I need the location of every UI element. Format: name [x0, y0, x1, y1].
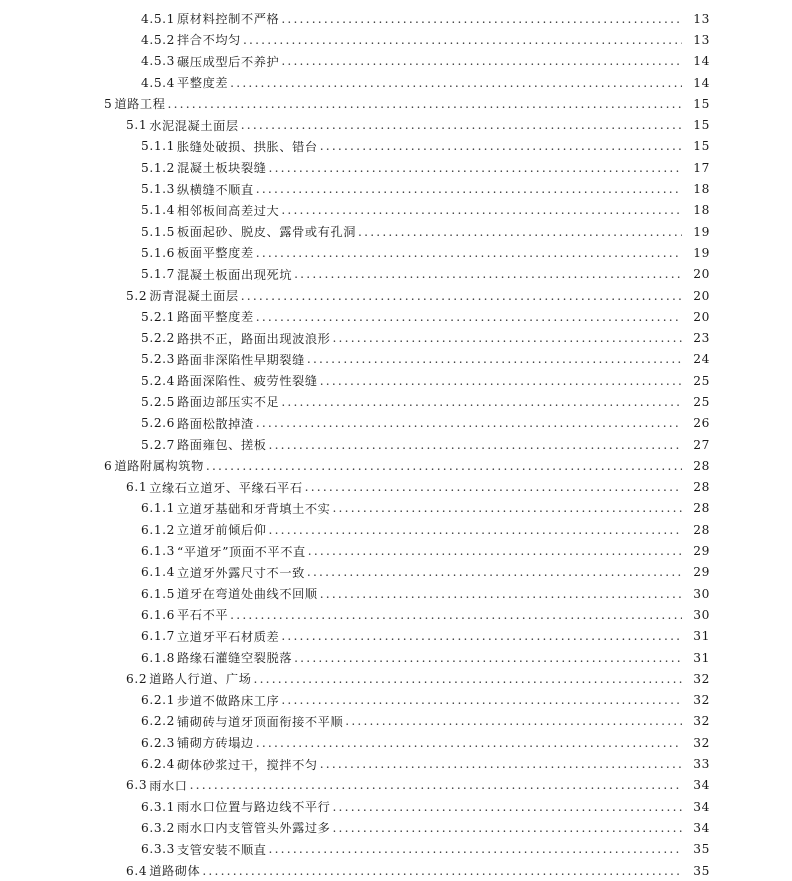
toc-entry[interactable]: [0, 327, 792, 348]
toc-entry-page-number: 14: [693, 54, 710, 69]
toc-entry-page-number: 29: [693, 544, 710, 559]
toc-entry-heading: [0, 543, 686, 560]
toc-entry-title: 混凝土板块裂缝: [177, 161, 267, 176]
toc-entry-title: 支管安装不顺直: [177, 842, 267, 857]
toc-entry-number: 5: [104, 96, 113, 111]
toc-entry[interactable]: [0, 498, 792, 519]
toc-entry-title: 道路工程: [114, 97, 166, 112]
toc-entry[interactable]: [0, 753, 792, 774]
toc-entry-heading: [0, 415, 686, 432]
toc-entry[interactable]: [0, 562, 792, 583]
toc-entry-title: 平石不平: [177, 608, 229, 623]
toc-entry-number: 5.2: [126, 288, 148, 303]
toc-entry-page-number: 18: [693, 182, 710, 197]
toc-entry-page-number: 20: [693, 309, 710, 324]
toc-entry-page-number: 26: [693, 416, 710, 431]
toc-entry-number: 6.1.4: [141, 565, 176, 580]
dot-leader: [358, 225, 682, 239]
toc-entry-number: 5.2.1: [141, 309, 176, 324]
toc-entry-heading: [0, 457, 686, 474]
toc-entry-number: 4.5.1: [141, 11, 176, 26]
toc-entry-heading: [0, 479, 686, 496]
dot-leader: [307, 565, 682, 579]
toc-entry-page-number: 15: [693, 96, 710, 111]
toc-entry-page-number: 32: [693, 735, 710, 750]
toc-entry-page-number: 28: [693, 501, 710, 516]
toc-entry[interactable]: [0, 690, 792, 711]
dot-leader: [281, 12, 682, 26]
toc-entry-page-number: 34: [693, 820, 710, 835]
toc-entry[interactable]: [0, 93, 792, 114]
dot-leader: [230, 608, 682, 622]
dot-leader: [241, 289, 682, 303]
toc-entry-number: 5.2.6: [141, 416, 176, 431]
toc-entry-page-number: 35: [693, 863, 710, 878]
toc-entry-number: 6.3.3: [141, 842, 176, 857]
toc-entry[interactable]: [0, 136, 792, 157]
toc-entry-heading: [0, 244, 686, 261]
toc-entry-page-number: 28: [693, 480, 710, 495]
dot-leader: [294, 651, 682, 665]
dot-leader: [305, 480, 682, 494]
toc-entry-title: 砌体砂浆过干，搅拌不匀: [177, 757, 318, 772]
toc-entry-page-number: 20: [693, 288, 710, 303]
dot-leader: [281, 395, 682, 409]
toc-entry-page-number: 20: [693, 267, 710, 282]
toc-entry-title: 路缘石灌缝空裂脱落: [177, 651, 293, 666]
toc-entry-heading: [0, 777, 686, 794]
toc-entry-title: 拌合不均匀: [177, 33, 241, 48]
toc-entry-heading: [0, 53, 686, 70]
toc-entry[interactable]: [0, 285, 792, 306]
toc-entry-heading: [0, 287, 686, 304]
toc-entry-number: 5.2.7: [141, 437, 176, 452]
toc-entry-title: 路面边部压实不足: [177, 395, 280, 410]
toc-entry-number: 6.3: [126, 778, 148, 793]
toc-entry-number: 5.2.2: [141, 331, 176, 346]
toc-entry-heading: [0, 564, 686, 581]
toc-entry[interactable]: [0, 306, 792, 327]
toc-entry-number: 6.3.2: [141, 820, 176, 835]
toc-entry-number: 6.1.7: [141, 629, 176, 644]
toc-entry-title: “平道牙”顶面不平不直: [177, 544, 306, 559]
toc-entry-title: 路面松散掉渣: [177, 416, 254, 431]
toc-entry-heading: [0, 330, 686, 347]
toc-entry[interactable]: [0, 519, 792, 540]
toc-entry-page-number: 32: [693, 714, 710, 729]
toc-entry-title: 水泥混凝土面层: [149, 118, 239, 133]
toc-entry-number: 6.4: [126, 863, 148, 878]
toc-entry-number: 6.2.2: [141, 714, 176, 729]
toc-entry-number: 4.5.3: [141, 54, 176, 69]
toc-entry-title: 沥青混凝土面层: [149, 289, 239, 303]
toc-entry-page-number: 34: [693, 778, 710, 793]
toc-entry-heading: [0, 202, 686, 219]
toc-entry-number: 6.1.2: [141, 522, 176, 537]
toc-entry-number: 6.3.1: [141, 799, 176, 814]
toc-entry-number: 5.2.5: [141, 394, 176, 409]
toc-entry-heading: [0, 31, 686, 48]
toc-entry-number: 5.1.7: [141, 267, 176, 282]
toc-entry-number: 5.1.4: [141, 203, 176, 218]
toc-entry-title: 胀缝处破损、拱胀、错台: [177, 139, 318, 154]
toc-entry[interactable]: [0, 200, 792, 221]
toc-entry[interactable]: [0, 264, 792, 285]
dot-leader: [320, 757, 682, 771]
toc-entry-heading: [0, 862, 686, 879]
dot-leader: [281, 693, 682, 707]
toc-entry-heading: [0, 500, 686, 517]
toc-entry-title: 步道不做路床工序: [177, 693, 280, 708]
toc-entry-heading: [0, 181, 686, 198]
toc-entry-title: 路面平整度差: [177, 310, 254, 325]
toc-entry-page-number: 19: [693, 224, 710, 239]
toc-entry-title: 混凝土板面出现死坑: [177, 267, 293, 282]
toc-entry[interactable]: [0, 647, 792, 668]
toc-entry-page-number: 33: [693, 757, 710, 772]
toc-entry-heading: [0, 393, 686, 410]
toc-entry-number: 6.1.6: [141, 607, 176, 622]
table-of-contents: [0, 8, 792, 881]
toc-entry-page-number: 28: [693, 522, 710, 537]
dot-leader: [281, 203, 682, 217]
toc-entry-number: 6.1.3: [141, 544, 176, 559]
toc-entry-page-number: 31: [693, 650, 710, 665]
toc-entry-heading: [0, 670, 686, 687]
toc-entry-heading: [0, 117, 686, 134]
toc-entry-number: 6.2.1: [141, 693, 176, 708]
toc-entry[interactable]: [0, 839, 792, 860]
toc-entry[interactable]: [0, 626, 792, 647]
toc-entry-number: 4.5.2: [141, 32, 176, 47]
toc-entry-title: 立道牙外露尺寸不一致: [177, 565, 305, 580]
toc-entry[interactable]: [0, 540, 792, 561]
toc-entry[interactable]: [0, 668, 792, 689]
dot-leader: [269, 842, 682, 856]
toc-entry-number: 5.2.3: [141, 352, 176, 367]
toc-entry-heading: [0, 841, 686, 858]
dot-leader: [230, 76, 682, 90]
toc-entry-title: 板面平整度差: [177, 246, 254, 261]
toc-entry[interactable]: [0, 732, 792, 753]
toc-entry[interactable]: [0, 604, 792, 625]
toc-entry-number: 5.1.6: [141, 245, 176, 260]
toc-entry-heading: [0, 521, 686, 538]
toc-entry-heading: [0, 351, 686, 368]
dot-leader: [256, 416, 682, 430]
toc-entry[interactable]: [0, 349, 792, 370]
dot-leader: [269, 161, 682, 175]
toc-entry-heading: [0, 138, 686, 155]
dot-leader: [190, 778, 682, 792]
toc-entry[interactable]: [0, 455, 792, 476]
toc-entry-title: 相邻板间高差过大: [177, 203, 280, 218]
toc-entry-page-number: 13: [693, 32, 710, 47]
toc-entry-title: 道牙在弯道处曲线不回顺: [177, 587, 318, 602]
toc-entry[interactable]: [0, 221, 792, 242]
dot-leader: [256, 246, 682, 260]
toc-entry-page-number: 31: [693, 629, 710, 644]
toc-entry-heading: [0, 606, 686, 623]
toc-entry[interactable]: [0, 583, 792, 604]
toc-entry-page-number: 35: [693, 842, 710, 857]
toc-entry-title: 路拱不正，路面出现波浪形: [177, 331, 331, 346]
dot-leader: [202, 864, 682, 878]
toc-entry-heading: [0, 756, 686, 773]
toc-entry-number: 6.2.4: [141, 757, 176, 772]
dot-leader: [168, 97, 682, 111]
dot-leader: [345, 714, 682, 728]
toc-entry-title: 雨水口: [149, 778, 188, 793]
toc-entry-page-number: 15: [693, 118, 710, 133]
toc-entry[interactable]: [0, 242, 792, 263]
toc-entry-title: 雨水口内支管管头外露过多: [177, 821, 331, 836]
toc-entry-heading: [0, 436, 686, 453]
toc-entry-number: 6.2: [126, 671, 148, 686]
dot-leader: [294, 267, 682, 281]
dot-leader: [241, 118, 682, 132]
dot-leader: [332, 501, 682, 515]
toc-entry-heading: [0, 713, 686, 730]
toc-entry-title: 雨水口位置与路边线不平行: [177, 800, 331, 815]
toc-entry-heading: [0, 74, 686, 91]
toc-entry-page-number: 25: [693, 394, 710, 409]
dot-leader: [281, 629, 682, 643]
toc-entry-page-number: 19: [693, 245, 710, 260]
toc-entry-title: 平整度差: [177, 76, 229, 91]
dot-leader: [320, 587, 682, 601]
toc-entry-number: 4.5.4: [141, 75, 176, 90]
dot-leader: [243, 33, 682, 47]
toc-entry-page-number: 30: [693, 607, 710, 622]
toc-entry-title: 原材料控制不严格: [177, 12, 280, 27]
dot-leader: [307, 352, 682, 366]
toc-entry[interactable]: [0, 157, 792, 178]
dot-leader: [320, 139, 682, 153]
toc-entry[interactable]: [0, 178, 792, 199]
toc-entry-heading: [0, 266, 686, 283]
toc-entry-title: 路面深陷性、疲劳性裂缝: [177, 374, 318, 389]
toc-entry-title: 立道牙平石材质差: [177, 629, 280, 644]
dot-leader: [269, 438, 682, 452]
dot-leader: [269, 523, 682, 537]
toc-entry-title: 立缘石立道牙、平缘石平石: [149, 480, 303, 495]
toc-entry-title: 铺砌砖与道牙顶面衔接不平顺: [177, 714, 344, 729]
toc-entry-number: 6.1.5: [141, 586, 176, 601]
toc-entry[interactable]: [0, 796, 792, 817]
toc-entry-page-number: 28: [693, 458, 710, 473]
dot-leader: [281, 54, 682, 68]
toc-entry-heading: [0, 308, 686, 325]
toc-entry-heading: [0, 10, 686, 27]
toc-entry-number: 6.1: [126, 480, 148, 495]
toc-entry-page-number: 34: [693, 799, 710, 814]
toc-entry-number: 6: [104, 458, 113, 473]
toc-entry-number: 5.2.4: [141, 373, 176, 388]
toc-entry-page-number: 30: [693, 586, 710, 601]
toc-entry-number: 6.1.8: [141, 650, 176, 665]
dot-leader: [256, 736, 682, 750]
toc-entry-title: 立道牙前倾后仰: [177, 523, 267, 538]
toc-entry-page-number: 24: [693, 352, 710, 367]
toc-entry-title: 路面非深陷性早期裂缝: [177, 352, 305, 367]
toc-entry-page-number: 29: [693, 565, 710, 580]
toc-entry-number: 6.1.1: [141, 501, 176, 516]
toc-entry-page-number: 17: [693, 160, 710, 175]
toc-entry[interactable]: [0, 72, 792, 93]
dot-leader: [256, 310, 682, 324]
toc-entry-page-number: 27: [693, 437, 710, 452]
toc-entry-heading: [0, 223, 686, 240]
toc-entry-page-number: 18: [693, 203, 710, 218]
toc-entry-heading: [0, 692, 686, 709]
toc-entry-heading: [0, 585, 686, 602]
toc-entry[interactable]: [0, 413, 792, 434]
toc-entry[interactable]: [0, 711, 792, 732]
toc-entry-number: 5.1.5: [141, 224, 176, 239]
toc-entry-heading: [0, 628, 686, 645]
toc-entry[interactable]: [0, 370, 792, 391]
dot-leader: [256, 182, 682, 196]
toc-entry[interactable]: [0, 29, 792, 50]
toc-entry[interactable]: [0, 114, 792, 135]
dot-leader: [206, 459, 682, 473]
toc-entry-title: 立道牙基础和牙背填土不实: [177, 501, 331, 516]
toc-entry-title: 道路人行道、广场: [149, 672, 252, 687]
toc-entry-heading: [0, 372, 686, 389]
toc-entry-number: 5.1.1: [141, 139, 176, 154]
dot-leader: [332, 821, 682, 835]
toc-entry-page-number: 32: [693, 693, 710, 708]
toc-entry-page-number: 15: [693, 139, 710, 154]
toc-entry-number: 5.1.2: [141, 160, 176, 175]
dot-leader: [332, 331, 682, 345]
dot-leader: [332, 800, 682, 814]
toc-entry[interactable]: [0, 775, 792, 796]
toc-entry-title: 板面起砂、脱皮、露骨或有孔洞: [177, 225, 357, 240]
toc-entry-heading: [0, 734, 686, 751]
toc-entry-heading: [0, 798, 686, 815]
toc-entry[interactable]: [0, 477, 792, 498]
toc-entry-title: 道路砌体: [149, 864, 201, 879]
toc-entry[interactable]: [0, 8, 792, 29]
toc-entry-page-number: 13: [693, 11, 710, 26]
dot-leader: [308, 544, 682, 558]
toc-entry-heading: [0, 95, 686, 112]
toc-entry-number: 5.1: [126, 118, 148, 133]
toc-entry[interactable]: [0, 391, 792, 412]
toc-entry-page-number: 14: [693, 75, 710, 90]
toc-entry[interactable]: [0, 434, 792, 455]
toc-entry-title: 路面雍包、搓板: [177, 438, 267, 453]
toc-entry[interactable]: [0, 817, 792, 838]
toc-entry[interactable]: [0, 860, 792, 881]
toc-entry-title: 道路附属构筑物: [114, 459, 204, 474]
dot-leader: [320, 374, 682, 388]
toc-entry-page-number: 32: [693, 671, 710, 686]
toc-entry-title: 铺砌方砖塌边: [177, 736, 254, 751]
toc-entry-number: 5.1.3: [141, 182, 176, 197]
toc-entry-title: 碾压成型后不养护: [177, 54, 280, 69]
toc-entry-page-number: 25: [693, 373, 710, 388]
dot-leader: [254, 672, 683, 686]
toc-entry-heading: [0, 649, 686, 666]
toc-entry-title: 纵横缝不顺直: [177, 182, 254, 197]
toc-entry[interactable]: [0, 51, 792, 72]
toc-entry-number: 6.2.3: [141, 735, 176, 750]
toc-entry-page-number: 23: [693, 331, 710, 346]
toc-entry-heading: [0, 159, 686, 176]
toc-entry-heading: [0, 819, 686, 836]
